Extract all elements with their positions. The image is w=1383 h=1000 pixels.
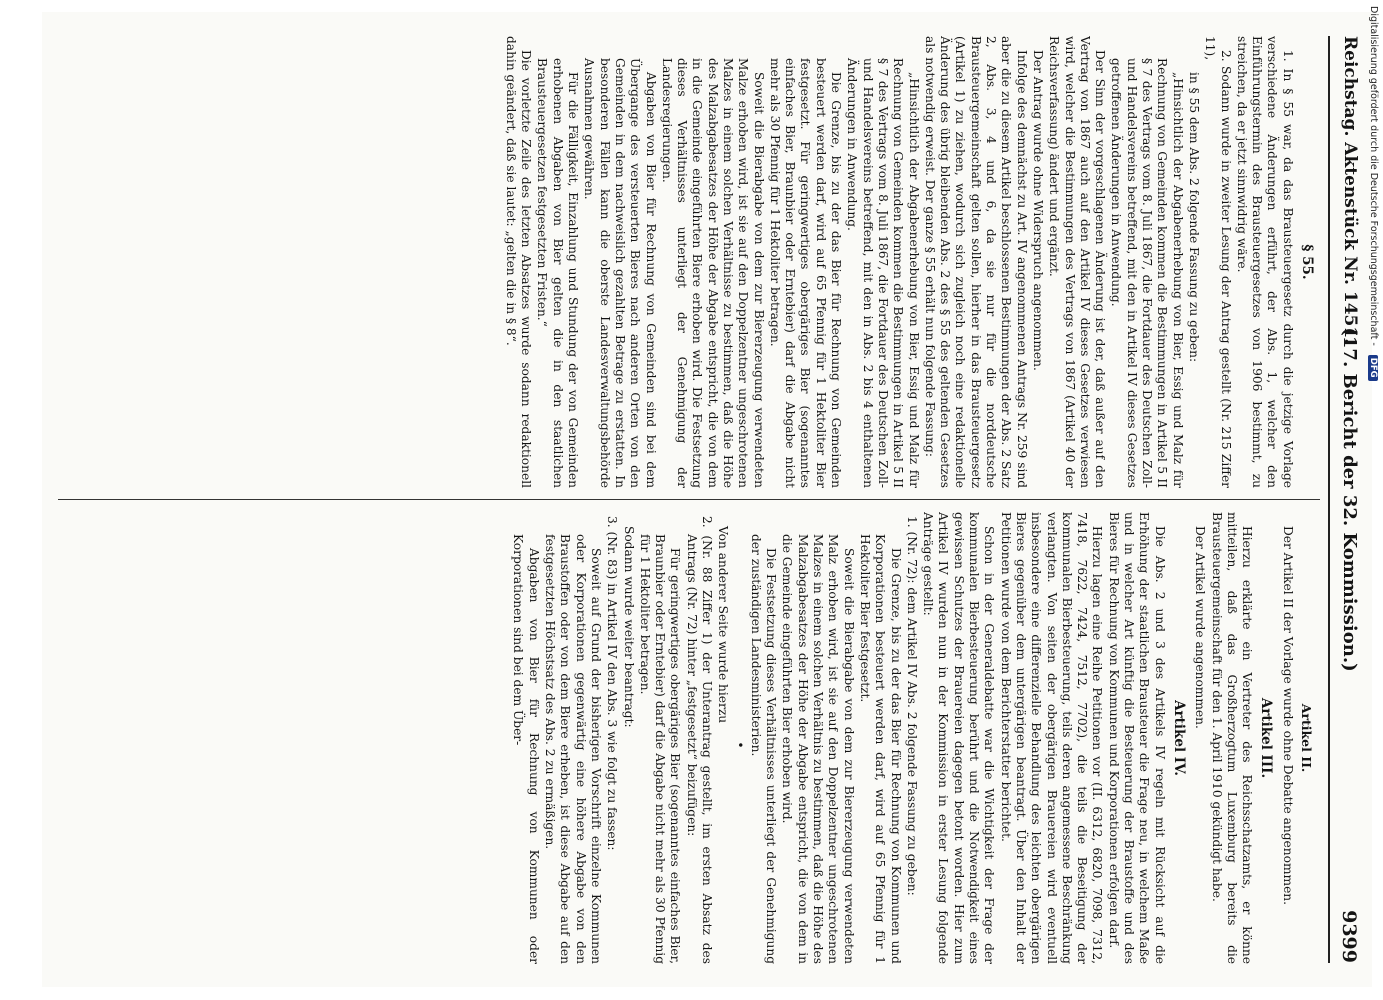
quoted-text: „Hinsichtlich der Abgabenerhebung von Bier, Essig und Malz für Rechnung von Gemeinden kommen die Bestimmungen in Artikel 5 II § 7 des Vertrags vom 8. Juli 1867, die Fortdauer des Deutschen Zoll- und Handelsvereins betreffend, mit den in Artikel IV dieses Gesetzes getroffenen Änderungen in Anwendung. (1109, 58, 1185, 488)
paragraph: Infolge des demnächst zu Art. IV angenommenen Antrags Nr. 259 sind aber die zu diesem Artikel beschlossenen Bestimmungen der Abs. 2 Satz 2, Abs. 3, 4 und 6, da sie nur für die norddeutsche Brausteuergemeinschaft gelten sollen, hierher in das Brausteuergesetz (Artikel 1) zu ziehen, wodurch sich zugleich noch eine redaktionelle Änderung des übrig bleibenden Abs. 2 des § 55 des geltenden Gesetzes als notwendig erweist. Der ganze § 55 erhält nun folgende Fassung: (922, 36, 1029, 488)
digitization-note (1365, 6, 1381, 456)
dfg-logo-icon: DFG (1368, 355, 1378, 381)
section-heading: Artikel IV. (1170, 700, 1187, 776)
quoted-text: Soweit auf Grund der bisherigen Vorschrift einzelne Kommunen oder Korporationen gegenwärtig eine höhere Abgabe von den Braustoffen oder von dem Biere erheben, ist diese Abgabe auf den festgesetzten Höchstsatz des Abs. 2 zu ermäßigen. (543, 534, 603, 964)
list-item: 1. (Nr. 72): dem Artikel IV Abs. 2 folgende Fassung zu geben: (904, 516, 919, 896)
paragraph: Sodann wurde weiter beantragt: (621, 526, 636, 728)
left-column (50, 36, 1320, 488)
section-heading: § 55. (1299, 244, 1315, 280)
funding-text: Digitalisierung gefördert durch die Deutsche Forschungsgemeinschaft - (1368, 6, 1379, 346)
paragraph: 1. In § 55 war, da das Brausteuergesetz durch die jetzige Vorlage verschiedene Änderungen erführt, der Abs. 1, welcher den Einführungstermin des Brausteuergesetzes von 1906 bestimmt, zu streichen, da er jetzt sinnwidrig wäre. (1234, 36, 1295, 488)
quoted-text: Für geringwertiges obergäriges Bier (sogenanntes einfaches Bier, Braunbier oder Erntebier) darf die Abgabe nicht mehr als 30 Pfennig für 1 Hektoliter betragen. (637, 534, 683, 964)
header-center: (17. Bericht der 32. Kommission.) (1339, 327, 1360, 672)
quoted-text: Die Grenze, bis zu der das Bier für Rechnung von Gemeinden besteuert werden darf, wird auf 65 Pfennig für 1 Hektoliter Bier festgesetzt. Für geringwertiges obergäriges Bier (sogenanntes einfaches Bier, Braunbier oder Erntebier) darf die Abgabe nicht mehr als 30 Pfennig für 1 Hektoliter betragen. (767, 58, 844, 488)
column-divider (58, 499, 1320, 500)
section-heading: Artikel II. (1299, 703, 1314, 773)
paragraph: 2. Sodann wurde in zweiter Lesung der Antrag gestellt (Nr. 215 Ziffer 11), (1203, 36, 1233, 488)
section-heading: Artikel III. (1258, 697, 1275, 779)
quoted-text: Die Grenze, bis zu der das Bier für Rechnung von Kommunen und Korporationen besteuert werden darf, wird auf 65 Pfennig für 1 Hektoliter Bier festgesetzt. (857, 534, 903, 964)
separator-dot: • (732, 741, 747, 749)
paragraph: Der Artikel II der Vorlage wurde ohne Debatte angenommen. (1280, 526, 1295, 906)
paragraph: Schon in der Generaldebatte war die Wichtigkeit der Frage der kommunalen Bierbesteuerung berührt und die Notwendigkeit eines gewissen Schutzes der Brauereien dagegen betont worden. Hier zum Artikel IV wurden nun in der Kommission in erster Lesung folgende Anträge gestellt: (921, 512, 997, 964)
paragraph: Die vorletzte Zeile des letzten Absatzes wurde sodann redaktionell dahin geändert, daß sie lautet: „gelten die in § 8“. (503, 36, 534, 488)
quoted-text: „Hinsichtlich der Abgabenerhebung von Bier, Essig und Malz für Rechnung von Gemeinden kommen die Bestimmungen in Artikel 5 II § 7 des Vertrags vom 8. Juli 1867, die Fortdauer des Deutschen Zoll- und Handelsvereins betreffend, mit den in Abs. 2 bis 4 enthaltenen Änderungen in Anwendung. (845, 58, 921, 488)
paragraph: Der Sinn der vorgeschlagenen Änderung ist der, daß außer auf den Vertrag von 1867 auch auf den Artikel IV dieses Gesetzes verwiesen wird, welcher die Bestimmungen des Vertrags von 1867 (Artikel 40 der Reichsverfassung) ändert und ergänzt. (1047, 36, 1108, 488)
header-left: Reichstag. Aktenstück Nr. 1451. (1340, 36, 1360, 345)
right-column (50, 512, 1320, 964)
list-item: 2. (Nr. 88 Ziffer 1) der Unterantrag gestellt, im ersten Absatz des Antrags (Nr. 72) hinter „festgesetzt“ beizufügen: (684, 516, 715, 964)
paragraph: Hierzu erklärte ein Vertreter des Reichsschatzamts, er könne mitteilen, daß das Großherzogtum Luxemburg bereits die Brausteuergemeinschaft für den 1. April 1910 gekündigt habe. (1209, 512, 1255, 964)
paragraph: Der Antrag wurde ohne Widerspruch angenommen. (1030, 50, 1045, 371)
paragraph: Von anderer Seite wurde hierzu (716, 526, 731, 724)
quoted-text: Soweit die Bierabgabe von dem zur Biererzeugung verwendeten Malze erhoben wird, ist sie auf den Doppelzentner ungeschrotenen Malzes in einem solchen Verhältnisse zu bestimmen, daß die Höhe des Malzabgabesatzes der Höhe der Abgabe entspricht, die von dem in die Gemeinde eingeführten Biere erhoben wird. Die Festsetzung dieses Verhältnisses unterliegt der Genehmigung der Landesregierungen. (659, 58, 766, 488)
document-page (42, 12, 1372, 987)
quoted-text: Soweit die Bierabgabe von dem zur Biererzeugung verwendeten Malz erhoben wird, ist sie auf den Doppelzentner ungeschrotenen Malzes in einem solchen Verhältnis zu bestimmen, daß die Höhe des Malzabgabesatzes der Höhe der Abgabe entspricht, die von dem in die Gemeinde eingeführten Bier erhoben wird. (780, 534, 856, 964)
quoted-text: Für die Fälligkeit, Einzahlung und Stundung der von Gemeinden erhobenen Abgaben von Bier gelten die in den staatlichen Brausteuergesetzen festgesetzten Fristen.“ (535, 58, 581, 488)
quoted-text: Abgaben von Bier für Rechnung von Gemeinden sind bei dem Übergange des versteuerten Bieres nach anderen Orten von den Gemeinden in dem nachweislich gezahlten Betrage zu erstatten. In besonderen Fällen kann die oberste Landesverwaltungsbehörde Ausnahmen gewähren. (582, 58, 658, 488)
list-item: 3. (Nr. 83) in Artikel IV den Abs. 3 wie folgt zu fassen: (605, 516, 620, 851)
paragraph: in § 55 dem Abs. 2 folgende Fassung zu geben: (1186, 72, 1201, 363)
paragraph: Der Artikel wurde angenommen. (1193, 526, 1208, 729)
quoted-text: Abgaben von Bier für Rechnung von Kommunen oder Korporationen sind bei dem Über- (511, 534, 541, 964)
paragraph: Hierzu lagen eine Reihe Petitionen vor (II. 6312, 6820, 7098, 7312, 7418, 7622, 7424, 7512, 7702), die teils die Beseitigung der kommunalen Bierbesteuerung, teils deren angemessene Beschränkung verlangten. Von seiten der obergärigen Brauereien wird eventuell insbesondere eine differenzielle Behandlung des leichten obergärigen Bieres gegenüber dem untergärigen beantragt. Über den Inhalt der Petitionen wurde von dem Berichterstatter berichtet. (998, 512, 1105, 964)
header-rule (1328, 36, 1330, 963)
quoted-text: Die Festsetzung dieses Verhältnisses unterliegt der Genehmigung der zuständigen Landesministerien. (748, 534, 779, 964)
page-number: 9399 (1338, 910, 1360, 963)
paragraph: Die Abs. 2 und 3 des Artikels IV regeln mit Rücksicht auf die Erhöhung der staatlichen Brausteuer die Frage neu, in welchem Maße und in welcher Art künftig die Besteuerung der Braustoffe und des Bieres für Rechnung von Kommunen und Korporationen erfolgen darf. (1106, 512, 1167, 964)
